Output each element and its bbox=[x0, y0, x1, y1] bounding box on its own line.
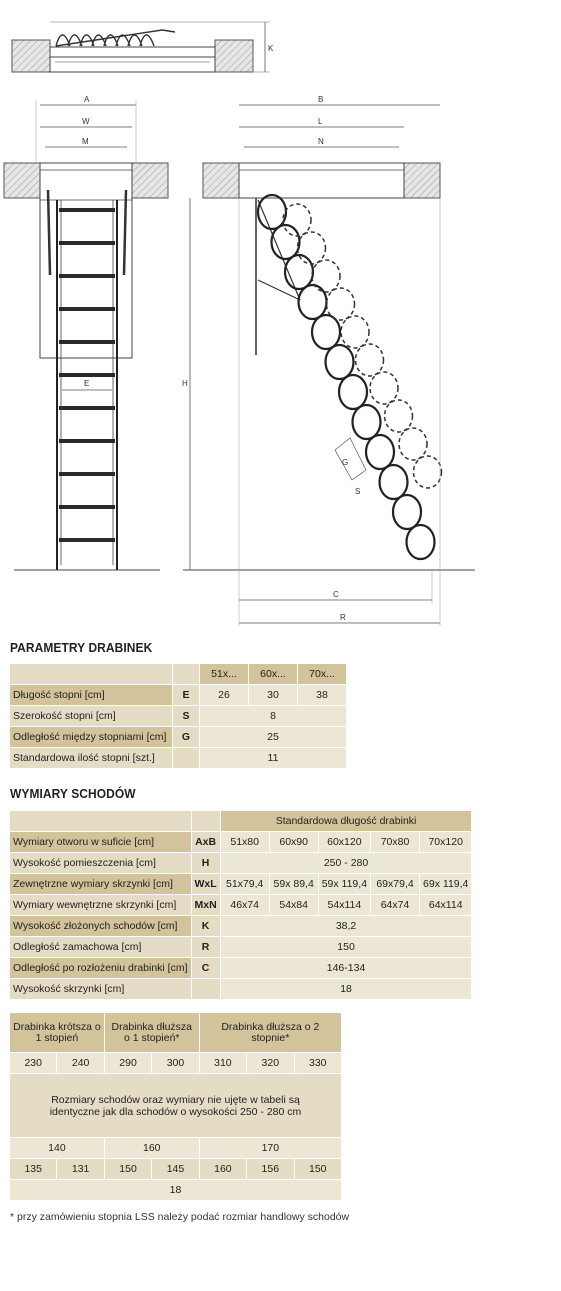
params-col-header: 70x... bbox=[298, 664, 347, 685]
side-ladder-loop-folded bbox=[370, 372, 398, 404]
dims-cell: 54x84 bbox=[269, 895, 318, 916]
dims-row-label: Wysokość złożonych schodów [cm] bbox=[10, 916, 192, 937]
params-row-label: Odległość między stopniami [cm] bbox=[10, 727, 173, 748]
dims-cell: 69x79,4 bbox=[371, 874, 420, 895]
params-cell: 8 bbox=[200, 706, 347, 727]
params-title: PARAMETRY DRABINEK bbox=[10, 640, 153, 655]
side-ladder-loop bbox=[312, 315, 340, 349]
folded-ladder-rungs bbox=[56, 30, 175, 46]
ladder-technical-drawing bbox=[0, 0, 561, 630]
side-ladder-loop bbox=[380, 465, 408, 499]
params-row-code: S bbox=[173, 706, 200, 727]
side-ladder-loop-folded bbox=[399, 428, 427, 460]
dims-title: WYMIARY SCHODÓW bbox=[10, 786, 136, 801]
dims-cell: 70x120 bbox=[420, 832, 472, 853]
label-s: S bbox=[355, 487, 361, 496]
dims-row-code: AxB bbox=[191, 832, 220, 853]
variant-c: 160 bbox=[199, 1159, 246, 1180]
side-ladder-loop bbox=[407, 525, 435, 559]
variant-c: 145 bbox=[152, 1159, 199, 1180]
dims-cell: 69x 119,4 bbox=[420, 874, 472, 895]
side-ladder-loop-folded bbox=[414, 456, 442, 488]
label-r: R bbox=[340, 613, 346, 622]
dims-row-label: Zewnętrzne wymiary skrzynki [cm] bbox=[10, 874, 192, 895]
dims-cell: 59x 119,4 bbox=[318, 874, 370, 895]
dims-row-code: R bbox=[191, 937, 220, 958]
side-ladder-loop bbox=[326, 345, 354, 379]
variant-header: Drabinka dłuższa o 2 stopnie* bbox=[199, 1013, 341, 1053]
dims-cell: 64x114 bbox=[420, 895, 472, 916]
front-view bbox=[4, 95, 168, 570]
front-rung bbox=[59, 439, 115, 443]
dims-cell: 250 - 280 bbox=[220, 853, 472, 874]
variant-c: 131 bbox=[57, 1159, 104, 1180]
params-row-code: E bbox=[173, 685, 200, 706]
variant-box: 18 bbox=[10, 1180, 342, 1201]
variant-r: 160 bbox=[104, 1138, 199, 1159]
variant-c: 135 bbox=[10, 1159, 57, 1180]
label-k: K bbox=[268, 44, 274, 53]
params-row-label: Standardowa ilość stopni [szt.] bbox=[10, 748, 173, 769]
dims-cell: 18 bbox=[220, 979, 472, 1000]
params-col-header: 51x... bbox=[200, 664, 249, 685]
variant-height: 330 bbox=[294, 1053, 341, 1074]
front-rung bbox=[59, 538, 115, 542]
side-ladder-loop bbox=[285, 255, 313, 289]
dims-row-label: Odległość zamachowa [cm] bbox=[10, 937, 192, 958]
label-g: G bbox=[342, 458, 349, 467]
dims-row-label: Odległość po rozłożeniu drabinki [cm] bbox=[10, 958, 192, 979]
params-row-code: G bbox=[173, 727, 200, 748]
side-ladder-loop-folded bbox=[341, 316, 369, 348]
dims-header: Standardowa długość drabinki bbox=[220, 811, 472, 832]
front-rung bbox=[59, 241, 115, 245]
variant-c: 150 bbox=[104, 1159, 151, 1180]
front-rung bbox=[59, 340, 115, 344]
label-a: A bbox=[84, 95, 90, 104]
params-cell: 26 bbox=[200, 685, 249, 706]
dims-row-code: K bbox=[191, 916, 220, 937]
side-ladder-loop bbox=[353, 405, 381, 439]
variant-height: 310 bbox=[199, 1053, 246, 1074]
label-h: H bbox=[182, 379, 188, 388]
dims-row-code bbox=[191, 979, 220, 1000]
dims-cell: 146-134 bbox=[220, 958, 472, 979]
label-c: C bbox=[333, 590, 339, 599]
params-cell: 30 bbox=[249, 685, 298, 706]
dims-cell: 60x90 bbox=[269, 832, 318, 853]
variants-table bbox=[9, 1012, 342, 1201]
variant-height: 320 bbox=[247, 1053, 294, 1074]
dims-row-code: MxN bbox=[191, 895, 220, 916]
params-cell: 11 bbox=[200, 748, 347, 769]
front-rung bbox=[59, 505, 115, 509]
params-row-code bbox=[173, 748, 200, 769]
side-ladder-loop bbox=[258, 195, 286, 229]
params-cell: 25 bbox=[200, 727, 347, 748]
front-rung bbox=[59, 373, 115, 377]
front-rung bbox=[59, 307, 115, 311]
front-rung bbox=[59, 208, 115, 212]
dims-cell: 51x80 bbox=[220, 832, 269, 853]
label-m: M bbox=[82, 137, 89, 146]
variant-header: Drabinka krótsza o 1 stopień bbox=[10, 1013, 105, 1053]
variant-c: 150 bbox=[294, 1159, 341, 1180]
footnote: * przy zamówieniu stopnia LSS należy podać rozmiar handlowy schodów bbox=[10, 1211, 350, 1223]
dims-row-label: Wysokość skrzynki [cm] bbox=[10, 979, 192, 1000]
folded-view bbox=[12, 22, 274, 72]
side-ladder-loop-folded bbox=[312, 260, 340, 292]
dims-cell: 51x79,4 bbox=[220, 874, 269, 895]
variant-r: 170 bbox=[199, 1138, 341, 1159]
side-ladder-loop bbox=[366, 435, 394, 469]
dims-row-label: Wymiary wewnętrzne skrzynki [cm] bbox=[10, 895, 192, 916]
label-n: N bbox=[318, 137, 324, 146]
variant-header: Drabinka dłuższa o 1 stopień* bbox=[104, 1013, 199, 1053]
dims-row-code: C bbox=[191, 958, 220, 979]
front-rung bbox=[59, 472, 115, 476]
dims-cell: 59x 89,4 bbox=[269, 874, 318, 895]
label-l: L bbox=[318, 117, 323, 126]
side-ladder-loop-folded bbox=[356, 344, 384, 376]
label-e: E bbox=[84, 379, 90, 388]
dims-cell: 54x114 bbox=[318, 895, 370, 916]
dims-table bbox=[9, 810, 472, 1000]
dims-row-label: Wymiary otworu w suficie [cm] bbox=[10, 832, 192, 853]
dims-cell: 150 bbox=[220, 937, 472, 958]
params-row-label: Długość stopni [cm] bbox=[10, 685, 173, 706]
dims-cell: 64x74 bbox=[371, 895, 420, 916]
variant-r: 140 bbox=[10, 1138, 105, 1159]
front-rung bbox=[59, 406, 115, 410]
variant-height: 290 bbox=[104, 1053, 151, 1074]
side-ladder-loop bbox=[299, 285, 327, 319]
label-b: B bbox=[318, 95, 324, 104]
variant-c: 156 bbox=[247, 1159, 294, 1180]
dims-cell: 70x80 bbox=[371, 832, 420, 853]
params-cell: 38 bbox=[298, 685, 347, 706]
params-row-label: Szerokość stopni [cm] bbox=[10, 706, 173, 727]
params-col-header: 60x... bbox=[249, 664, 298, 685]
side-ladder-loop bbox=[393, 495, 421, 529]
variant-height: 230 bbox=[10, 1053, 57, 1074]
dims-cell: 38,2 bbox=[220, 916, 472, 937]
label-w: W bbox=[82, 117, 90, 126]
params-table bbox=[9, 663, 347, 769]
side-ladder-loop-folded bbox=[385, 400, 413, 432]
variant-height: 300 bbox=[152, 1053, 199, 1074]
side-ladder-loop bbox=[339, 375, 367, 409]
dims-row-label: Wysokość pomieszczenia [cm] bbox=[10, 853, 192, 874]
dims-row-code: H bbox=[191, 853, 220, 874]
dims-cell: 60x120 bbox=[318, 832, 370, 853]
dims-row-code: WxL bbox=[191, 874, 220, 895]
variants-note: Rozmiary schodów oraz wymiary nie ujęte w tabeli są identyczne jak dla schodów o wysokości 250 - 280 cm bbox=[10, 1074, 342, 1138]
side-view bbox=[182, 95, 475, 626]
front-rung bbox=[59, 274, 115, 278]
side-ladder-loop-folded bbox=[298, 232, 326, 264]
variant-height: 240 bbox=[57, 1053, 104, 1074]
dims-cell: 46x74 bbox=[220, 895, 269, 916]
